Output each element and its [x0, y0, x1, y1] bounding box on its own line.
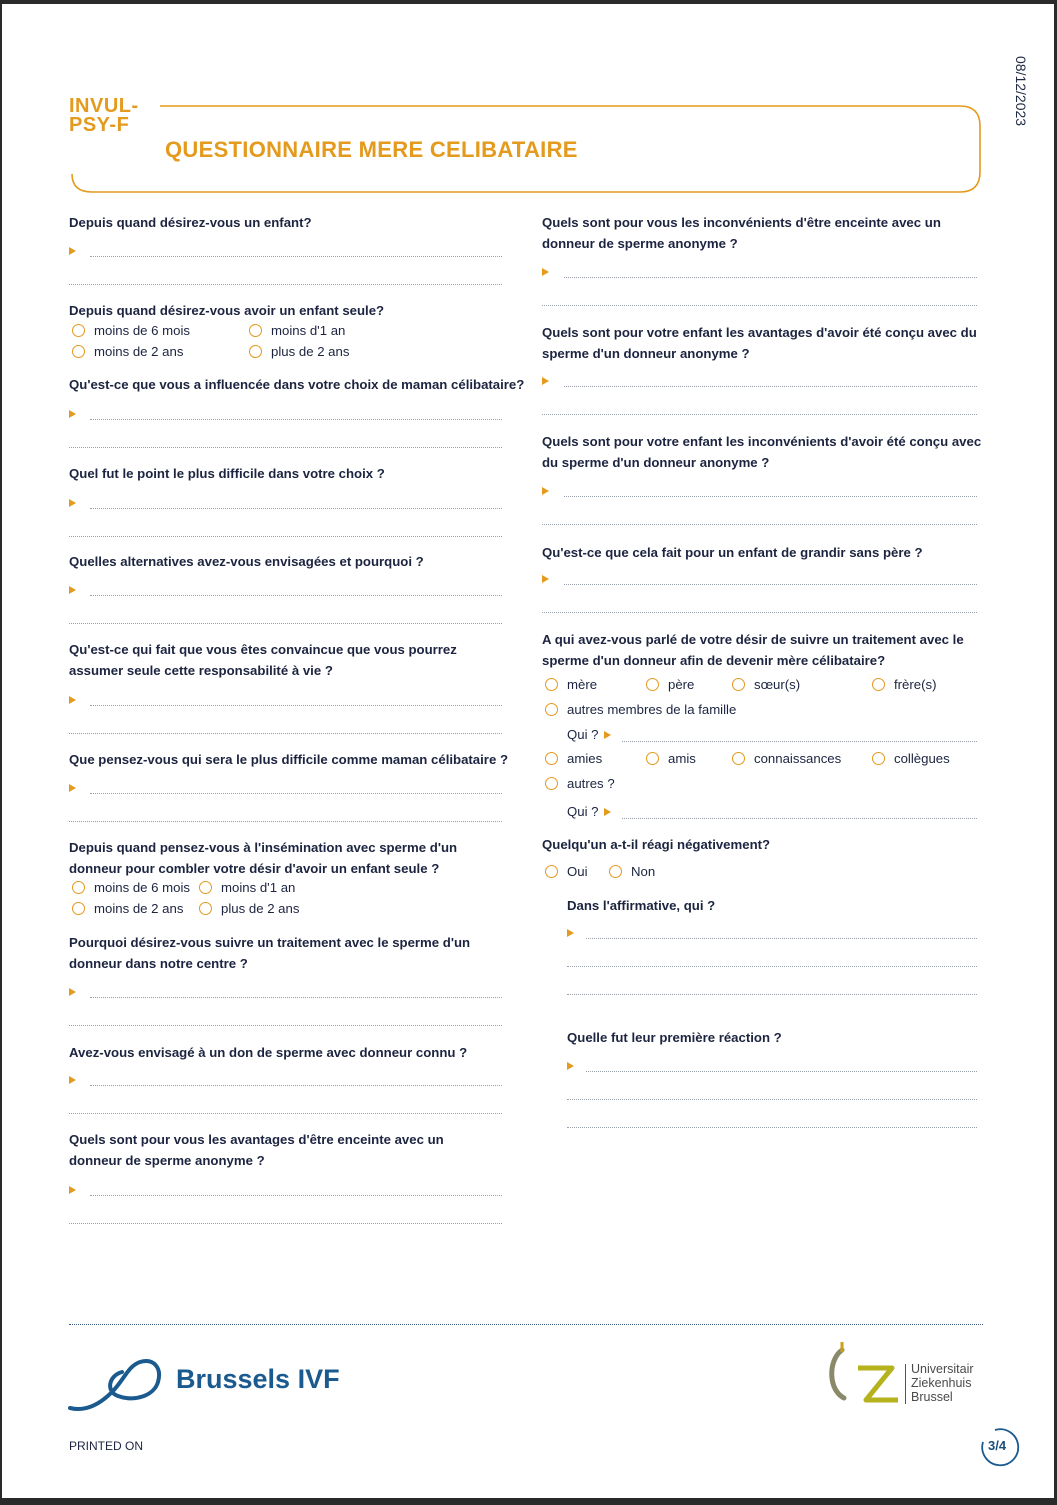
answer-arrow-icon: [542, 377, 549, 385]
answer-arrow-icon: [542, 575, 549, 583]
answer-line[interactable]: [69, 1113, 502, 1114]
question-if-yes-who: Dans l'affirmative, qui ?: [567, 898, 716, 913]
answer-line[interactable]: [542, 414, 977, 415]
page-title: QUESTIONNAIRE MERE CELIBATAIRE: [165, 137, 578, 162]
radio-circle-icon: [199, 881, 212, 894]
answer-arrow-icon: [69, 784, 76, 792]
radio-option[interactable]: plus de 2 ans: [199, 901, 299, 916]
radio-circle-icon: [732, 752, 745, 765]
checkbox-option[interactable]: père: [646, 677, 694, 692]
checkbox-option[interactable]: amis: [646, 751, 696, 766]
date-label: 08/12/2023: [1013, 56, 1029, 127]
answer-line[interactable]: [622, 741, 977, 742]
answer-line[interactable]: [69, 284, 502, 285]
question-alternatives: Quelles alternatives avez-vous envisagées et pourquoi ?: [69, 554, 424, 569]
radio-option[interactable]: Non: [609, 864, 655, 879]
answer-line[interactable]: [90, 793, 502, 794]
question-child-advantages: Quels sont pour votre enfant les avantages d'avoir été conçu avec du sperme d'un donneur anonyme ?: [542, 325, 977, 361]
radio-circle-icon: [72, 902, 85, 915]
answer-arrow-icon: [69, 1076, 76, 1084]
logo-separator: [905, 1364, 906, 1404]
radio-circle-icon: [72, 324, 85, 337]
question-child-disadvantages: Quels sont pour votre enfant les inconvénients d'avoir été conçu avec du sperme d'un donneur anonyme ?: [542, 434, 982, 470]
radio-option[interactable]: moins de 6 mois: [72, 880, 190, 895]
answer-line[interactable]: [564, 277, 977, 278]
answer-line[interactable]: [564, 584, 977, 585]
answer-line[interactable]: [90, 419, 502, 420]
answer-line[interactable]: [622, 818, 977, 819]
question-insemination-since: Depuis quand pensez-vous à l'insémination avec sperme d'un donneur pour combler votre désir d'avoir un enfant seule ?: [69, 840, 458, 876]
answer-line[interactable]: [586, 938, 977, 939]
radio-option[interactable]: Oui: [545, 864, 588, 879]
answer-arrow-icon: [542, 268, 549, 276]
answer-line[interactable]: [564, 496, 977, 497]
checkbox-option[interactable]: amies: [545, 751, 602, 766]
answer-line[interactable]: [567, 1099, 977, 1100]
question-why-our-centre: Pourquoi désirez-vous suivre un traitement avec le sperme d'un donneur dans notre centre ?: [69, 935, 471, 971]
brussels-ivf-logo-icon: [68, 1352, 164, 1414]
question-without-father: Qu'est-ce que cela fait pour un enfant de grandir sans père ?: [542, 545, 923, 560]
radio-option[interactable]: moins de 6 mois: [72, 323, 190, 338]
radio-circle-icon: [872, 752, 885, 765]
answer-arrow-icon: [69, 410, 76, 418]
uz-brussel-logo-icon: [822, 1338, 904, 1406]
answer-line[interactable]: [567, 1127, 977, 1128]
answer-arrow-icon: [604, 731, 611, 739]
radio-circle-icon: [249, 324, 262, 337]
answer-arrow-icon: [567, 929, 574, 937]
answer-arrow-icon: [69, 586, 76, 594]
brussels-ivf-brand: Brussels IVF: [176, 1364, 340, 1394]
answer-line[interactable]: [567, 994, 977, 995]
radio-option[interactable]: plus de 2 ans: [249, 344, 349, 359]
answer-line[interactable]: [69, 733, 502, 734]
answer-line[interactable]: [69, 536, 502, 537]
question-advantages-anonymous: Quels sont pour vous les avantages d'être enceinte avec un donneur de sperme anonyme ?: [69, 1132, 444, 1168]
answer-line[interactable]: [542, 612, 977, 613]
radio-circle-icon: [609, 865, 622, 878]
radio-circle-icon: [72, 881, 85, 894]
answer-line[interactable]: [69, 1025, 502, 1026]
radio-circle-icon: [646, 678, 659, 691]
question-influence: Qu'est-ce que vous a influencée dans votre choix de maman célibataire?: [69, 377, 525, 392]
answer-line[interactable]: [90, 997, 502, 998]
answer-line[interactable]: [90, 256, 502, 257]
document-page: [2, 4, 1054, 1498]
answer-line[interactable]: [90, 595, 502, 596]
answer-line[interactable]: [69, 1223, 502, 1224]
radio-option[interactable]: moins d'1 an: [249, 323, 345, 338]
answer-line[interactable]: [69, 821, 502, 822]
answer-line[interactable]: [90, 1085, 502, 1086]
question-first-reaction: Quelle fut leur première réaction ?: [567, 1030, 782, 1045]
question-since-when-child: Depuis quand désirez-vous un enfant?: [69, 215, 312, 230]
question-hardest-single-mom: Que pensez-vous qui sera le plus difficile comme maman célibataire ?: [69, 752, 508, 767]
question-who-did-you-tell: A qui avez-vous parlé de votre désir de suivre un traitement avec le sperme d'un donneur afin de devenir mère célibataire?: [542, 632, 964, 668]
answer-arrow-icon: [69, 247, 76, 255]
answer-line[interactable]: [69, 623, 502, 624]
answer-arrow-icon: [69, 696, 76, 704]
radio-circle-icon: [72, 345, 85, 358]
question-most-difficult-point: Quel fut le point le plus difficile dans votre choix ?: [69, 466, 385, 481]
answer-line[interactable]: [542, 305, 977, 306]
radio-circle-icon: [545, 777, 558, 790]
uz-brussel-name: Universitair Ziekenhuis Brussel: [911, 1362, 974, 1404]
question-since-when-alone: Depuis quand désirez-vous avoir un enfant seule?: [69, 303, 385, 318]
question-known-donor: Avez-vous envisagé à un don de sperme avec donneur connu ?: [69, 1045, 468, 1060]
checkbox-option[interactable]: sœur(s): [732, 677, 800, 692]
answer-arrow-icon: [604, 808, 611, 816]
checkbox-option[interactable]: collègues: [872, 751, 950, 766]
checkbox-option[interactable]: autres ?: [545, 776, 615, 791]
answer-line[interactable]: [567, 966, 977, 967]
who-label: Qui ?: [567, 804, 611, 819]
checkbox-option[interactable]: mère: [545, 677, 597, 692]
radio-option[interactable]: moins de 2 ans: [72, 901, 183, 916]
footer-divider: [69, 1324, 983, 1325]
answer-line[interactable]: [564, 386, 977, 387]
question-negative-reaction: Quelqu'un a-t-il réagi négativement?: [542, 837, 771, 852]
radio-option[interactable]: moins d'1 an: [199, 880, 295, 895]
answer-line[interactable]: [586, 1071, 977, 1072]
radio-circle-icon: [249, 345, 262, 358]
radio-circle-icon: [872, 678, 885, 691]
answer-arrow-icon: [542, 487, 549, 495]
radio-circle-icon: [732, 678, 745, 691]
answer-line[interactable]: [90, 705, 502, 706]
answer-line[interactable]: [90, 508, 502, 509]
checkbox-option[interactable]: frère(s): [872, 677, 937, 692]
answer-arrow-icon: [69, 1186, 76, 1194]
checkbox-option[interactable]: connaissances: [732, 751, 841, 766]
radio-circle-icon: [545, 865, 558, 878]
radio-circle-icon: [545, 703, 558, 716]
who-label: Qui ?: [567, 727, 611, 742]
answer-line[interactable]: [90, 1195, 502, 1196]
printed-on-label: PRINTED ON: [69, 1439, 144, 1453]
answer-arrow-icon: [69, 988, 76, 996]
checkbox-option[interactable]: autres membres de la famille: [545, 702, 736, 717]
answer-arrow-icon: [69, 499, 76, 507]
answer-line[interactable]: [542, 524, 977, 525]
answer-line[interactable]: [69, 447, 502, 448]
form-code: INVUL- PSY-F: [69, 95, 139, 136]
radio-option[interactable]: moins de 2 ans: [72, 344, 183, 359]
radio-circle-icon: [646, 752, 659, 765]
page-number: 3/4: [988, 1438, 1007, 1453]
question-convinced: Qu'est-ce qui fait que vous êtes convaincue que vous pourrez assumer seule cette responsabilité à vie ?: [69, 642, 457, 678]
answer-arrow-icon: [567, 1062, 574, 1070]
radio-circle-icon: [545, 678, 558, 691]
radio-circle-icon: [545, 752, 558, 765]
question-disadvantages-anonymous: Quels sont pour vous les inconvénients d'être enceinte avec un donneur de sperme anonyme ?: [542, 215, 941, 251]
radio-circle-icon: [199, 902, 212, 915]
